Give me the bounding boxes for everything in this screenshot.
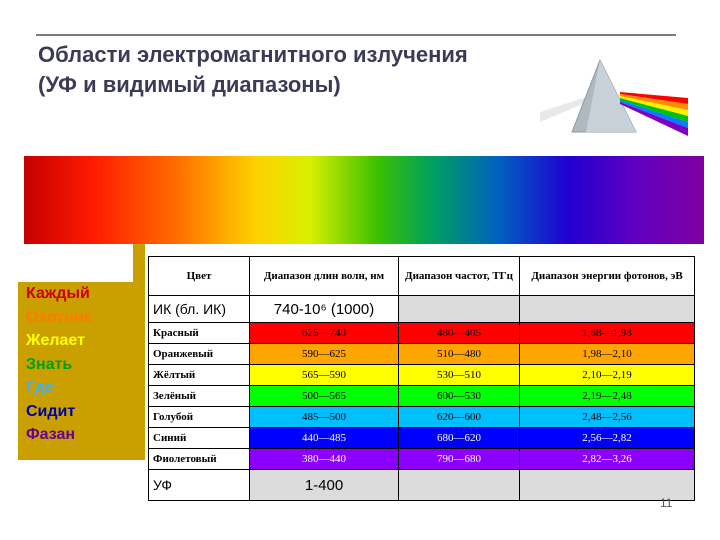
- mnemonic-word: Охотник: [26, 308, 92, 326]
- ir-empty-cell: [399, 296, 520, 323]
- visible-spectrum-bar: [24, 156, 704, 244]
- energy-cell: 1,98—2,10: [520, 344, 695, 365]
- frequency-cell: 620—600: [399, 407, 520, 428]
- mnemonic-word: Фазан: [26, 426, 76, 443]
- uv-empty-cell: [399, 470, 520, 501]
- wavelength-cell: 500—565: [250, 386, 399, 407]
- table-row-uv: [149, 470, 695, 501]
- energy-cell: 2,56—2,82: [520, 428, 695, 449]
- wavelength-cell: 590—625: [250, 344, 399, 365]
- uv-range: 1-400: [250, 470, 399, 501]
- table-row: [149, 407, 695, 428]
- table-row: [149, 428, 695, 449]
- table-header-row: [149, 257, 695, 296]
- mnemonic-word: Желает: [26, 332, 85, 349]
- color-name: Красный: [149, 323, 250, 344]
- frequency-cell: 510—480: [399, 344, 520, 365]
- color-name: Зелёный: [149, 386, 250, 407]
- frequency-cell: 530—510: [399, 365, 520, 386]
- header-frequency: Диапазон частот, ТГц: [399, 257, 520, 296]
- ir-empty-cell: [520, 296, 695, 323]
- mnemonic-word: Сидит: [26, 402, 76, 420]
- slide-title-line1: Области электромагнитного излучения: [38, 42, 468, 67]
- energy-cell: 2,19—2,48: [520, 386, 695, 407]
- table-row: [149, 344, 695, 365]
- wavelength-cell: 440—485: [250, 428, 399, 449]
- energy-cell: 2,48—2,56: [520, 407, 695, 428]
- slide-title-line2: (УФ и видимый диапазоны): [38, 72, 341, 97]
- ir-name: ИК (бл. ИК): [149, 296, 250, 323]
- prism-dispersion-image: [540, 52, 688, 144]
- mnemonic-word: Знать: [26, 355, 73, 373]
- header-wavelength: Диапазон длин волн, нм: [250, 257, 399, 296]
- color-name: Оранжевый: [149, 344, 250, 365]
- uv-name: УФ: [149, 470, 250, 501]
- rainbow-mnemonic: [18, 282, 145, 460]
- energy-cell: 1,68—1,98: [520, 323, 695, 344]
- slide-title: [38, 40, 538, 100]
- energy-cell: 2,10—2,19: [520, 365, 695, 386]
- table-row: [149, 386, 695, 407]
- wavelength-cell: 625—740: [250, 323, 399, 344]
- title-divider: [36, 34, 676, 36]
- mnemonic-word: Где: [26, 379, 54, 396]
- energy-cell: 2,82—3,26: [520, 449, 695, 470]
- table-row-ir: [149, 296, 695, 323]
- page-number: 11: [660, 496, 673, 510]
- table-row: [149, 365, 695, 386]
- frequency-cell: 600—530: [399, 386, 520, 407]
- wavelength-cell: 565—590: [250, 365, 399, 386]
- spectrum-table: [148, 256, 695, 501]
- table-row: [149, 323, 695, 344]
- header-color: Цвет: [149, 257, 250, 296]
- table-row: [149, 449, 695, 470]
- wavelength-cell: 485—500: [250, 407, 399, 428]
- frequency-cell: 480—405: [399, 323, 520, 344]
- frequency-cell: 790—680: [399, 449, 520, 470]
- color-name: Жёлтый: [149, 365, 250, 386]
- ir-range: 740-10⁶ (1000): [250, 296, 399, 323]
- frequency-cell: 680—620: [399, 428, 520, 449]
- color-name: Фиолетовый: [149, 449, 250, 470]
- header-energy: Диапазон энергии фотонов, эВ: [520, 257, 695, 296]
- color-name: Голубой: [149, 407, 250, 428]
- mnemonic-word: Каждый: [26, 285, 90, 302]
- color-name: Синий: [149, 428, 250, 449]
- wavelength-cell: 380—440: [250, 449, 399, 470]
